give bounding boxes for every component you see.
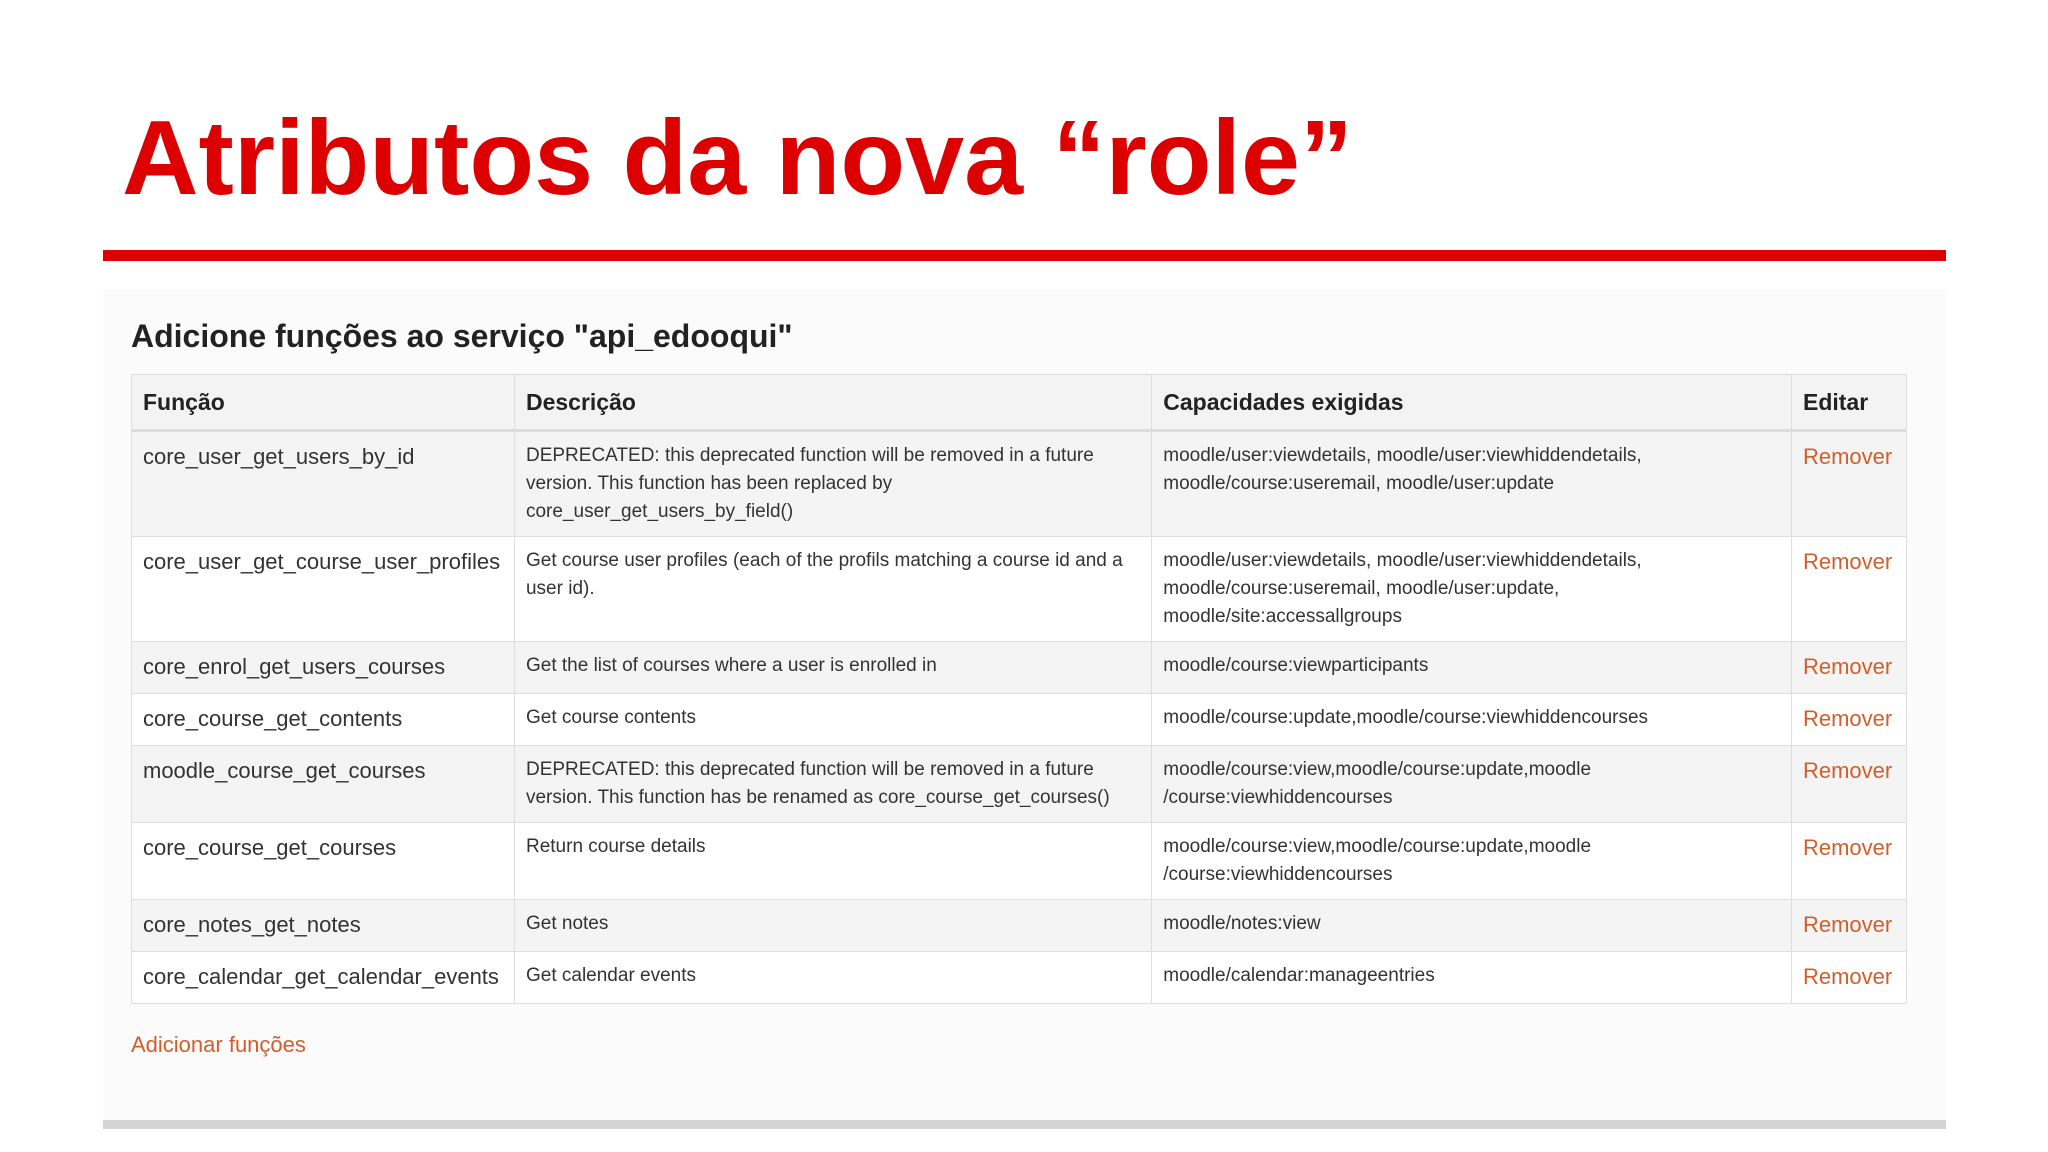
add-functions-link[interactable]: Adicionar funções [131, 1032, 306, 1057]
edit-cell [1791, 694, 1906, 746]
remove-link[interactable]: Remover [1802, 444, 1893, 469]
edit-cell [1791, 431, 1906, 537]
function-capabilities: moodle/course:view,moodle/course:update,moodle /course:viewhiddencourses [1152, 746, 1792, 823]
function-description: Return course details [514, 823, 1151, 900]
remove-link[interactable]: Remover [1802, 912, 1893, 937]
remove-link[interactable]: Remover [1802, 654, 1893, 679]
edit-cell [1791, 537, 1906, 642]
function-capabilities: moodle/notes:view [1152, 900, 1792, 952]
function-description: Get the list of courses where a user is enrolled in [514, 642, 1151, 694]
remove-link[interactable]: Remover [1802, 706, 1893, 731]
function-name: core_notes_get_notes [132, 900, 515, 952]
table-row [132, 900, 1907, 952]
edit-cell [1791, 823, 1906, 900]
remove-link[interactable]: Remover [1802, 549, 1893, 574]
table-header-row [132, 375, 1907, 431]
edit-cell [1791, 900, 1906, 952]
moodle-screenshot [103, 290, 1946, 1120]
function-description: Get course user profiles (each of the profils matching a course id and a user id). [514, 537, 1151, 642]
function-name: core_user_get_course_user_profiles [132, 537, 515, 642]
header-capabilities: Capacidades exigidas [1152, 375, 1792, 431]
table-row [132, 431, 1907, 537]
function-capabilities: moodle/course:update,moodle/course:viewhiddencourses [1152, 694, 1792, 746]
edit-cell [1791, 642, 1906, 694]
edit-cell [1791, 746, 1906, 823]
table-row [132, 823, 1907, 900]
function-capabilities: moodle/course:viewparticipants [1152, 642, 1792, 694]
table-row [132, 952, 1907, 1004]
function-name: core_calendar_get_calendar_events [132, 952, 515, 1004]
functions-table [131, 374, 1907, 1004]
function-capabilities: moodle/user:viewdetails, moodle/user:viewhiddendetails, moodle/course:useremail, moodle/user:update, moodle/site:accessallgroups [1152, 537, 1792, 642]
function-description: Get calendar events [514, 952, 1151, 1004]
function-capabilities: moodle/course:view,moodle/course:update,moodle /course:viewhiddencourses [1152, 823, 1792, 900]
function-name: core_enrol_get_users_courses [132, 642, 515, 694]
remove-link[interactable]: Remover [1802, 758, 1893, 783]
header-function: Função [132, 375, 515, 431]
function-description: Get course contents [514, 694, 1151, 746]
slide-title: Atributos da nova “role” [122, 99, 1353, 217]
function-name: core_user_get_users_by_id [132, 431, 515, 537]
table-row [132, 746, 1907, 823]
remove-link[interactable]: Remover [1802, 964, 1893, 989]
table-row [132, 642, 1907, 694]
function-name: moodle_course_get_courses [132, 746, 515, 823]
function-description: Get notes [514, 900, 1151, 952]
function-capabilities: moodle/user:viewdetails, moodle/user:viewhiddendetails, moodle/course:useremail, moodle/user:update [1152, 431, 1792, 537]
function-capabilities: moodle/calendar:manageentries [1152, 952, 1792, 1004]
function-name: core_course_get_contents [132, 694, 515, 746]
edit-cell [1791, 952, 1906, 1004]
function-description: DEPRECATED: this deprecated function will be removed in a future version. This function has be renamed as core_course_get_courses() [514, 746, 1151, 823]
header-edit: Editar [1791, 375, 1906, 431]
header-description: Descrição [514, 375, 1151, 431]
bottom-divider [103, 1120, 1946, 1129]
function-name: core_course_get_courses [132, 823, 515, 900]
service-heading: Adicione funções ao serviço "api_edooqui" [131, 318, 793, 354]
remove-link[interactable]: Remover [1802, 835, 1893, 860]
table-row [132, 537, 1907, 642]
function-description: DEPRECATED: this deprecated function will be removed in a future version. This function has been replaced by core_user_get_users_by_field() [514, 431, 1151, 537]
table-row [132, 694, 1907, 746]
title-divider [103, 250, 1946, 261]
